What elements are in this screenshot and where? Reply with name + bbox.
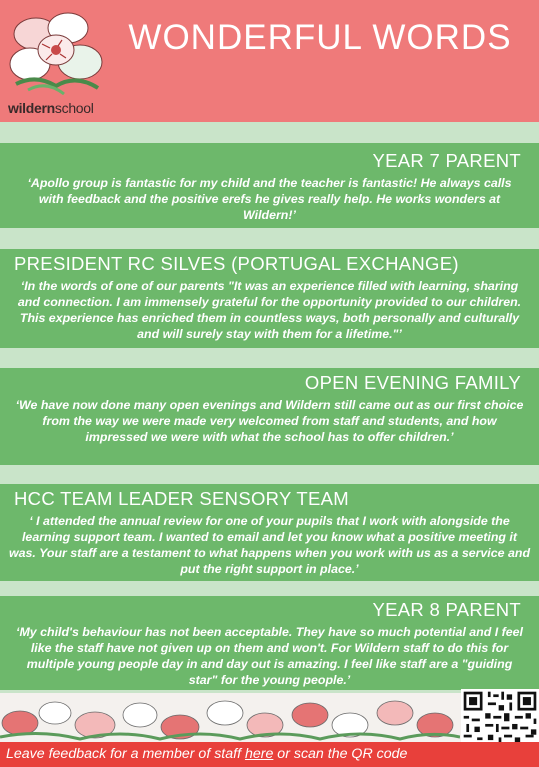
testimonial-card	[0, 484, 539, 581]
header-banner	[0, 0, 539, 122]
testimonial-quote: ‘ I attended the annual review for one of your pupils that I work with alongside the learning support team. I wanted to email and let you know what a positive meeting it was. Your staff are a testament to what happens when you work with us as a service and put the right support in place.’	[8, 514, 531, 576]
feedback-bar	[0, 742, 539, 767]
page-title: WONDERFUL WORDS	[128, 18, 512, 57]
carnation-logo-icon	[6, 4, 106, 100]
testimonial-heading: YEAR 7 PARENT	[372, 150, 521, 171]
testimonial-card	[0, 368, 539, 465]
testimonial-heading: PRESIDENT RC SILVES (PORTUGAL EXCHANGE)	[14, 253, 459, 274]
testimonial-card	[0, 249, 539, 348]
testimonial-quote: ‘My child's behaviour has not been acceptable. They have so much potential and I feel like the staff have not given up on them and won't. For Wildern staff to do this for multiple young people day in and day out is amazing. I feel like staff are a "guiding star" for the young people.’	[16, 625, 523, 687]
testimonial-quote: ‘Apollo group is fantastic for my child and the teacher is fantastic! He always calls with feedback and the positive erefs he gives really help. He works wonders at Wildern!’	[27, 176, 512, 222]
floral-border	[0, 693, 539, 742]
feedback-text: Leave feedback for a member of staff here or scan the QR code	[6, 746, 408, 762]
school-wordmark: wildernschool	[8, 100, 94, 116]
testimonial-quote: ‘We have now done many open evenings and Wildern still came out as our first choice from the way we were made very welcomed from staff and students, and how impressed we were with what the school has to offer children.’	[15, 398, 524, 444]
testimonial-heading: YEAR 8 PARENT	[372, 599, 521, 620]
testimonial-card	[0, 596, 539, 690]
testimonial-card	[0, 143, 539, 228]
feedback-link[interactable]: here	[244, 746, 274, 762]
flower-pattern-icon	[0, 693, 460, 742]
testimonial-heading: OPEN EVENING FAMILY	[304, 372, 521, 393]
testimonial-quote: ‘In the words of one of our parents "It was an experience filled with learning, sharing and connection. I am immensely grateful for the opportunity provided to our children. This experience has enriched them in countless ways, both personally and culturally and will surely stay with them for a lifetime."’	[17, 279, 522, 341]
testimonial-heading: HCC TEAM LEADER SENSORY TEAM	[14, 488, 349, 509]
